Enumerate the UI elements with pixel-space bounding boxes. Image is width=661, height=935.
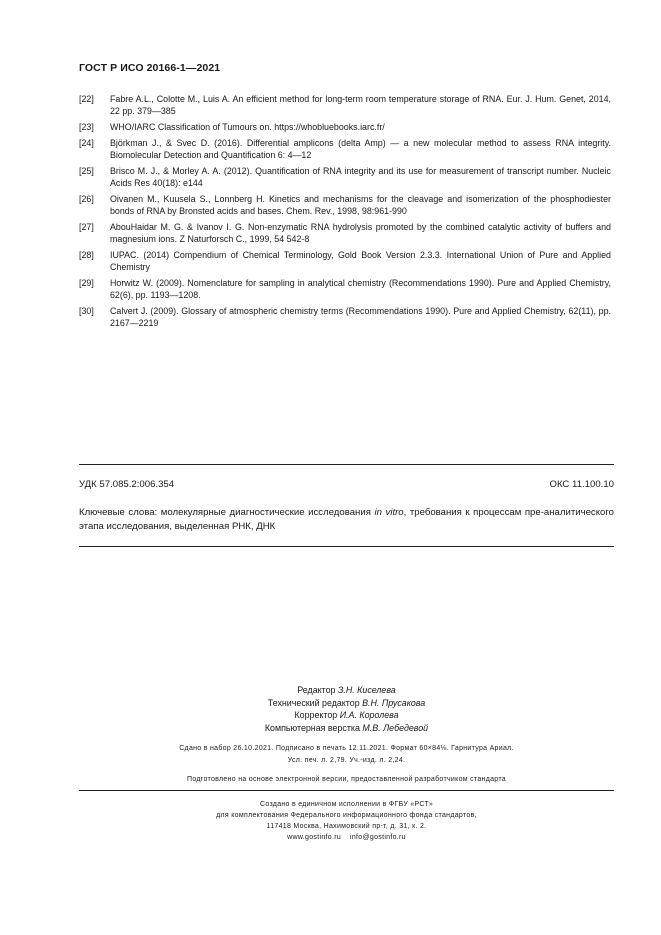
reference-text: IUPAC. (2014) Compendium of Chemical Terminology, Gold Book Version 2.3.3. International Union of Pure and Applied Chemistry <box>110 250 611 272</box>
reference-item <box>79 121 611 133</box>
reference-number: [22] <box>79 94 94 104</box>
imprint-line: 117418 Москва, Нахимовский пр-т, д. 31, к. 2. <box>266 823 427 830</box>
imprint-line: для комплектования Федерального информационного фонда стандартов, <box>216 812 477 819</box>
print-info-line: Сдано в набор 26.10.2021. Подписано в печать 12.11.2021. Формат 60×84⅛. Гарнитура Ариал. <box>179 745 514 752</box>
imprint-divider <box>79 790 614 791</box>
classification-row <box>79 479 614 490</box>
reference-item <box>79 249 611 273</box>
credit-proofreader: Корректор И.А. Королева <box>294 710 399 720</box>
reference-number: [28] <box>79 250 94 260</box>
udk-code: УДК 57.085.2:006.354 <box>79 479 175 490</box>
reference-number: [29] <box>79 278 94 288</box>
document-header: ГОСТ Р ИСО 20166-1—2021 <box>79 62 221 74</box>
print-info-line: Усл. печ. л. 2,79. Уч.-изд. л. 2,24. <box>287 757 406 764</box>
reference-item <box>79 193 611 217</box>
bottom-divider <box>79 546 614 547</box>
reference-item <box>79 93 611 117</box>
reference-text: Oivanen M., Kuusela S., Lonnberg H. Kinetics and mechanisms for the cleavage and isomerization of the phosphodiester bonds of RNA by Bronsted acids and bases. Chem. Rev., 1998, 98:961-990 <box>110 194 611 216</box>
editorial-credits <box>79 684 614 734</box>
credit-technical-editor: Технический редактор В.Н. Прусакова <box>267 697 426 708</box>
keywords-text-end: , требования к процессам пре-аналитического этапа исследования, выделенная РНК, ДНК <box>79 507 614 532</box>
top-divider <box>79 464 614 465</box>
reference-number: [30] <box>79 306 94 316</box>
reference-number: [24] <box>79 138 94 148</box>
reference-text: AbouHaidar M. G. & Ivanov I. G. Non-enzymatic RNA hydrolysis promoted by the combined catalytic activity of buffers and magnesium ions. Z Naturforsch C., 1999, 54 542-8 <box>110 222 611 244</box>
reference-number: [25] <box>79 166 94 176</box>
keywords-text-start: Ключевые слова: молекулярные диагностические исследования <box>79 507 375 518</box>
prepared-note: Подготовлено на основе электронной версии, предоставленной разработчиком стандарта <box>187 776 506 783</box>
credit-editor: Редактор З.Н. Киселева <box>297 685 396 695</box>
imprint-contacts: www.gostinfo.ru info@gostinfo.ru <box>287 834 406 841</box>
reference-item <box>79 277 611 301</box>
publisher-imprint <box>79 799 614 843</box>
reference-number: [23] <box>79 122 94 132</box>
print-info <box>79 743 614 767</box>
reference-item <box>79 137 611 161</box>
reference-text: Björkman J., & Svec D. (2016). Differential amplicons (delta Amp) — a new molecular method to assess RNA integrity. Biomolecular Detection and Quantification 6: 4—12 <box>110 138 611 160</box>
credit-layout: Компьютерная верстка М.В. Лебедевой <box>264 722 429 733</box>
reference-text: Calvert J. (2009). Glossary of atmospheric chemistry terms (Recommendations 1990). Pure and Applied Chemistry, 62(11), pp. 2167—2219 <box>110 306 611 328</box>
reference-text: Horwitz W. (2009). Nomenclature for sampling in analytical chemistry (Recommendations 1990). Pure and Applied Chemistry, 62(6), pp. 1193—1208. <box>110 278 611 300</box>
keywords-italic: in vitro <box>374 507 404 518</box>
reference-item <box>79 221 611 245</box>
reference-number: [26] <box>79 194 94 204</box>
oks-code: ОКС 11.100.10 <box>549 479 614 490</box>
reference-text: Brisco M. J., & Morley A. A. (2012). Quantification of RNA integrity and its use for measurement of transcript number. Nucleic Acids Res 40(18): e144 <box>110 166 611 188</box>
reference-item <box>79 305 611 329</box>
keywords-paragraph <box>79 506 614 534</box>
reference-item <box>79 165 611 189</box>
imprint-line: Создано в единичном исполнении в ФГБУ «РСТ» <box>259 801 434 808</box>
references-list <box>79 93 611 333</box>
reference-text: Fabre A.L., Colotte M., Luis A. An efficient method for long-term room temperature storage of RNA. Eur. J. Hum. Genet, 2014, 22 pp. 379—385 <box>110 94 611 116</box>
reference-text: WHO/IARC Classification of Tumours on. https://whobluebooks.iarc.fr/ <box>110 122 385 132</box>
reference-number: [27] <box>79 222 94 232</box>
